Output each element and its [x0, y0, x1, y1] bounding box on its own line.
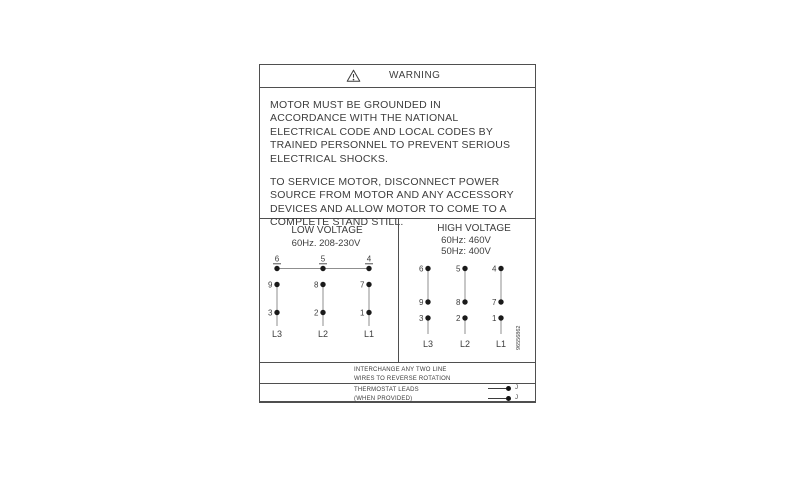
thermostat-lead-symbol: [488, 386, 518, 391]
terminal-label: 4: [492, 264, 497, 274]
warning-paragraph-grounding: MOTOR MUST BE GROUNDED IN ACCORDANCE WITH THE NATIONAL ELECTRICAL CODE AND LOCAL CODES BY TRAINED PERSONNEL TO PREVENT SERIOUS ELECTRICAL SHOCKS.: [270, 99, 511, 165]
terminal-dot: [462, 266, 467, 271]
warning-title: WARNING: [389, 70, 441, 81]
lead-label: J: [515, 395, 519, 401]
low-voltage-section: [260, 219, 398, 362]
terminal-dot: [274, 266, 279, 271]
terminal-dot: [274, 310, 279, 315]
low-voltage-title: LOW VOLTAGE: [291, 225, 363, 236]
warning-triangle-icon: [346, 69, 361, 83]
terminal-label: 3: [419, 314, 424, 323]
rotation-note-line1: INTERCHANGE ANY TWO LINE: [354, 366, 447, 373]
terminal-label: 5: [320, 254, 326, 264]
terminal-dot: [320, 310, 325, 315]
terminal-dot: [366, 266, 371, 271]
lead-label: J: [515, 385, 519, 391]
rotation-note-row: [260, 363, 535, 384]
terminal-dot: [274, 282, 279, 287]
low-voltage-diagram: [260, 219, 398, 363]
voltage-diagrams-section: [260, 219, 535, 363]
thermostat-note-row: [260, 384, 535, 401]
terminal-label: 7: [360, 280, 365, 290]
terminal-label: 5: [456, 264, 461, 274]
wiring-warning-label: [259, 64, 536, 403]
rotation-note-line2: WIRES TO REVERSE ROTATION: [354, 375, 451, 382]
terminal-dot: [320, 282, 325, 287]
terminal-label: 8: [456, 298, 461, 307]
line-label: L3: [271, 329, 283, 339]
terminal-dot: [462, 315, 467, 320]
lead-wire-line: [488, 388, 506, 389]
terminal-label: 1: [492, 314, 497, 323]
high-voltage-section: [398, 219, 536, 362]
line-label: L2: [317, 329, 329, 339]
terminal-label: 2: [456, 314, 461, 323]
line-label: L1: [495, 339, 507, 349]
thermostat-note-line2: (WHEN PROVIDED): [354, 395, 413, 402]
terminal-label: 2: [314, 308, 319, 318]
terminal-dot: [366, 310, 371, 315]
terminal-label: 6: [274, 254, 280, 264]
high-voltage-title: HIGH VOLTAGE: [437, 223, 511, 234]
lead-terminal-dot: [506, 386, 511, 391]
terminal-dot: [425, 315, 430, 320]
terminal-label: 8: [314, 280, 319, 290]
terminal-dot: [462, 299, 467, 304]
terminal-dot: [425, 299, 430, 304]
terminal-label: 6: [419, 264, 424, 274]
terminal-label: 4: [366, 254, 372, 264]
warning-paragraph-service: TO SERVICE MOTOR, DISCONNECT POWER SOURCE FROM MOTOR AND ANY ACCESSORY DEVICES AND ALLOW MOTOR TO COME TO A COMPLETE STAND STILL.: [270, 176, 514, 229]
terminal-dot: [498, 266, 503, 271]
terminal-label: 9: [419, 298, 424, 307]
terminal-label: 9: [268, 280, 273, 290]
lead-terminal-dot: [506, 396, 511, 401]
high-voltage-subtitle-50hz: 50Hz: 400V: [441, 246, 491, 257]
terminal-label: 7: [492, 298, 497, 307]
high-voltage-subtitle-60hz: 60Hz: 460V: [441, 235, 491, 246]
line-label: L2: [459, 339, 471, 349]
terminal-label: 1: [360, 308, 365, 318]
low-voltage-subtitle: 60Hz. 208-230V: [291, 238, 361, 249]
terminal-label: 3: [268, 308, 273, 318]
terminal-dot: [498, 299, 503, 304]
thermostat-lead-symbol: [488, 396, 518, 401]
high-voltage-diagram: [399, 219, 536, 363]
terminal-dot: [366, 282, 371, 287]
lead-wire-line: [488, 398, 506, 399]
terminal-dot: [425, 266, 430, 271]
warning-header: [260, 65, 535, 88]
thermostat-note-line1: THERMOSTAT LEADS: [354, 386, 419, 393]
part-number-vertical: 96556862: [516, 325, 522, 350]
line-label: L1: [363, 329, 375, 339]
terminal-dot: [320, 266, 325, 271]
terminal-dot: [498, 315, 503, 320]
line-label: L3: [422, 339, 434, 349]
